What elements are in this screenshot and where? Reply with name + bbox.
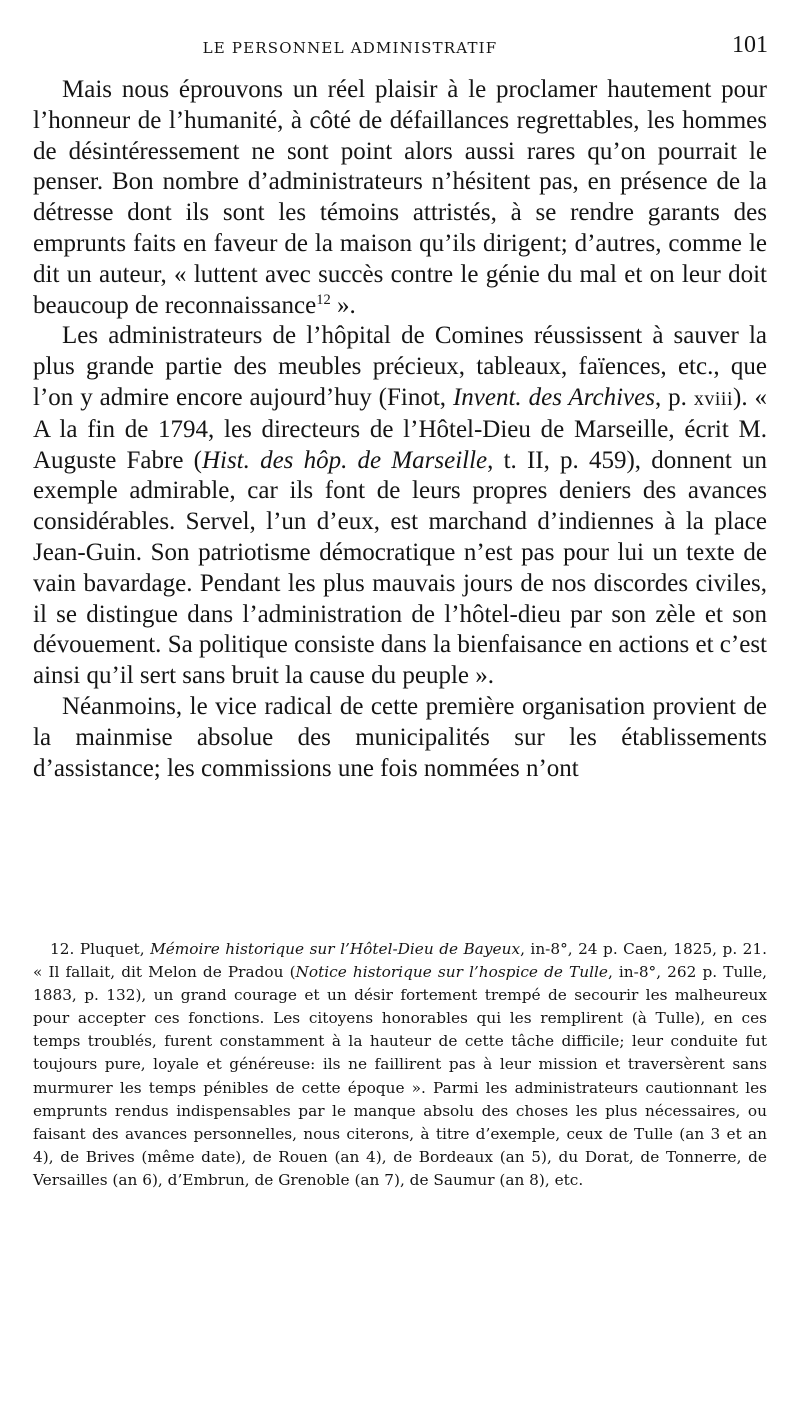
footnote-number: 12. <box>50 940 75 958</box>
paragraph-3 <box>33 692 767 784</box>
paragraph-3-text: Néanmoins, le vice radical de cette première organisation provient de la mainmise absolue des municipalités sur les établissements d’assistance; les commissions une fois nommées n’ont <box>33 692 767 782</box>
footnote-reference-12: 12 <box>316 291 331 308</box>
running-header <box>32 32 768 60</box>
footnotes <box>33 938 767 1192</box>
citation-title-inventaire: Invent. des Archives <box>452 383 655 411</box>
roman-numeral-page: xviii <box>693 387 734 410</box>
footnote-text-b: , in-8°, 24 p. Caen, 1825, p. 21. « Il fallait, dit Melon de Pradou ( <box>33 940 768 982</box>
running-title: LE PERSONNEL ADMINISTRATIF <box>202 39 498 57</box>
footnote-text-a: Pluquet, <box>74 940 151 958</box>
main-text <box>33 75 767 784</box>
footnote-citation-bayeux: Mémoire historique sur l’Hôtel-Dieu de Bayeux <box>150 940 521 958</box>
paragraph-2-text-c: ). « A la fin de 1794, les directeurs de l’Hôtel-Dieu de Marseille, écrit M. Auguste Fabre ( <box>33 383 768 474</box>
paragraph-2 <box>33 321 767 692</box>
paragraph-1-closing: ». <box>330 291 356 319</box>
footnote-citation-tulle: Notice historique sur l’hospice de Tulle <box>295 963 608 982</box>
footnote-12 <box>33 938 767 1192</box>
paragraph-2-text-a: Les administrateurs de l’hôpital de Comines réussissent à sauver la plus grande partie des meubles précieux, tableaux, faïences, etc., que l’on y admire encore aujourd’huy (Finot, <box>33 322 767 411</box>
footnote-text-c: , in-8°, 262 p. Tulle, 1883, p. 132), un grand courage et un désir fortement trempé de secourir les malheureux pour accepter ces fonctions. Les citoyens honorables qui les remplirent (à Tulle), en ces temps troublés, furent constamment à la hauteur de cette tâche difficile; leur conduite fut toujours pure, loyale et généreuse: ils ne faillirent pas à leur mission et traversèrent sans murmurer les temps pénibles de cette époque ». Parmi les administrateurs cautionnant les emprunts rendus indispensables par le manque absolu des choses les plus nécessaires, ou faisant des avances personnelles, nous citerons, à titre d’exemple, ceux de Tulle (an 3 et an 4), de Brives (même date), de Rouen (an 4), de Bordeaux (an 5), du Dorat, de Tonnerre, de Versailles (an 6), d’Embrun, de Grenoble (an 7), de Saumur (an 8), etc. <box>33 963 768 1189</box>
paragraph-2-text-d: , t. II, p. 459), donnent un exemple admirable, car ils font de leurs propres deniers des avances considérables. Servel, l’un d’eux, est marchand d’indiennes à la place Jean-Guin. Son patriotisme démocratique n’est pas pour lui un texte de vain bavardage. Pendant les plus mauvais jours de nos discordes civiles, il se distingue dans l’administration de l’hôtel-dieu par son zèle et son dévouement. Sa politique consiste dans la bienfaisance en actions et c’est ainsi qu’il sert sans bruit la cause du peuple ». <box>33 446 767 690</box>
paragraph-1-text: Mais nous éprouvons un réel plaisir à le proclamer hautement pour l’honneur de l’humanité, à côté de défaillances regrettables, les hommes de désintéressement ne sont point alors aussi rares qu’on pourrait le penser. Bon nombre d’administrateurs n’hésitent pas, en présence de la détresse dont ils sont les témoins attristés, à se rendre garants des emprunts faits en faveur de la maison qu’ils dirigent; d’autres, comme le dit un auteur, « luttent avec succès contre le génie du mal et on leur doit beaucoup de reconnaissance <box>33 76 767 319</box>
paragraph-2-text-b: , p. <box>654 383 694 411</box>
paragraph-1 <box>33 75 767 321</box>
page-number: 101 <box>732 32 768 58</box>
citation-title-hist-hop: Hist. des hôp. de Marseille <box>201 446 488 474</box>
